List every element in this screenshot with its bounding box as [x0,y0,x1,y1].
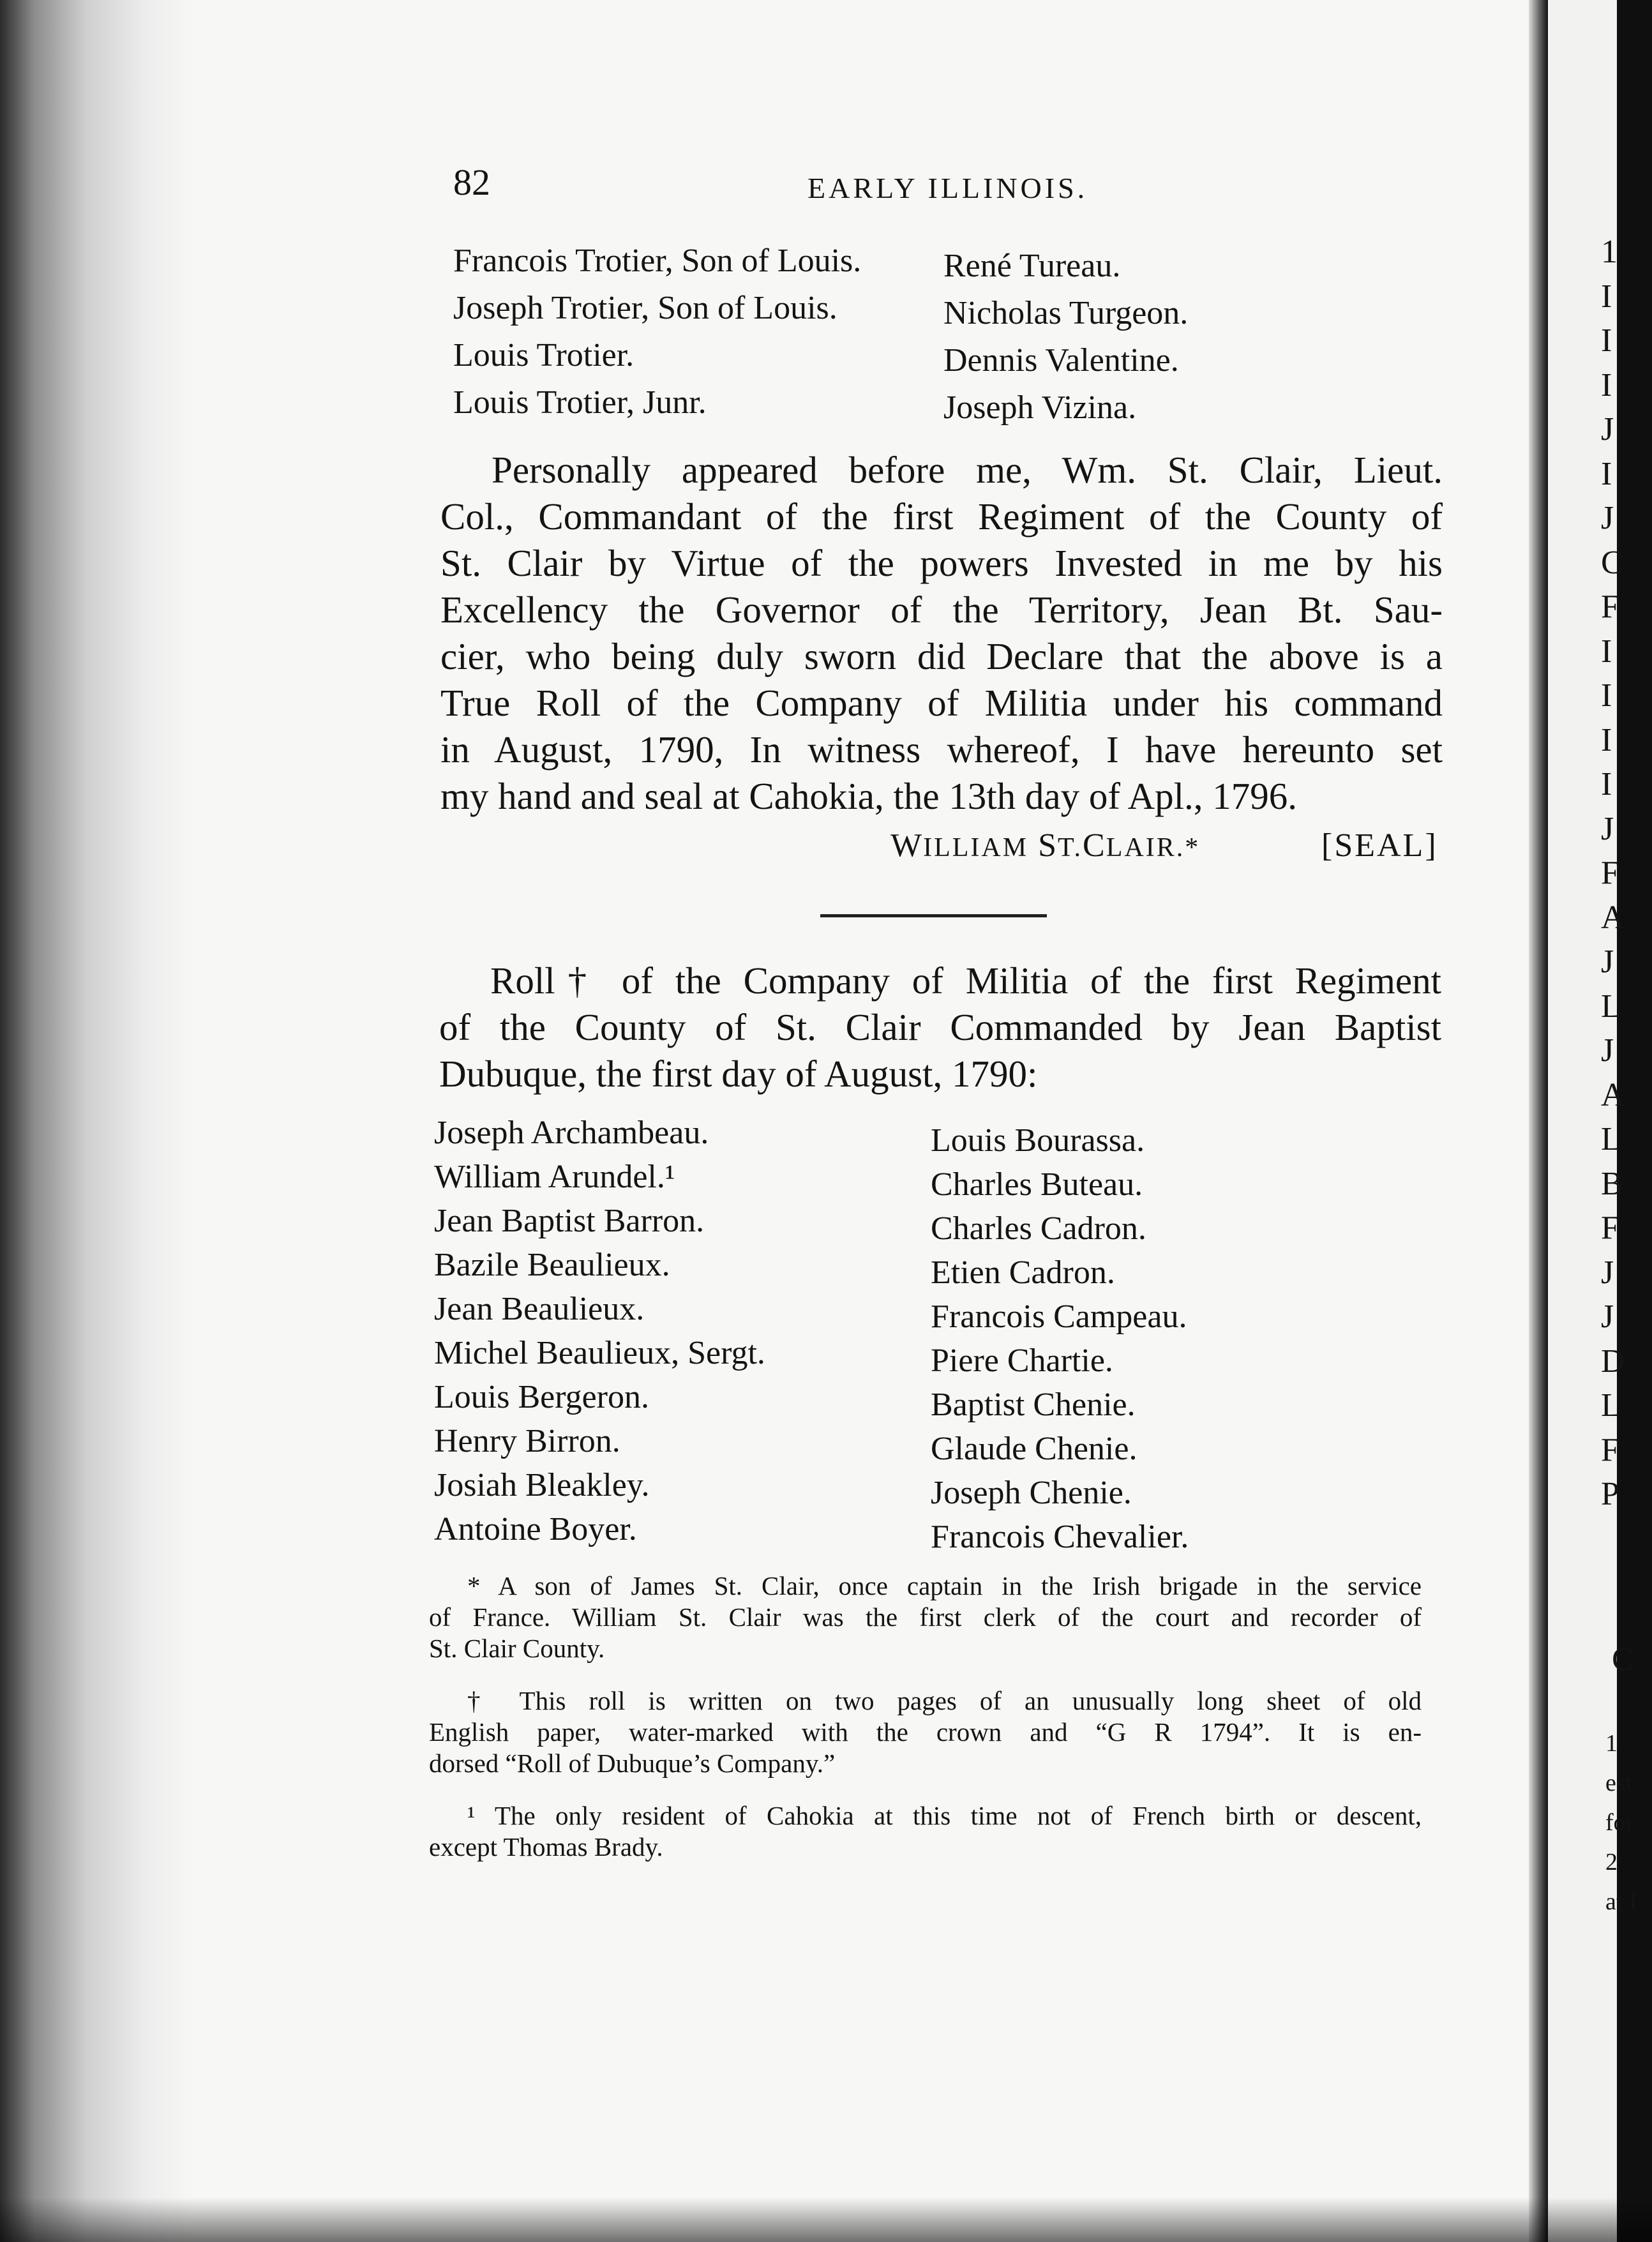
list-item: Josiah Bleakley. [434,1467,650,1503]
fragment-line: est [1605,1770,1633,1796]
signature: WILLIAM ST.CLAIR.* [890,827,1201,864]
fragment-letter: I [1601,633,1612,670]
running-head: EARLY ILLINOIS. [807,172,1088,204]
list-item: Francois Chevalier. [931,1519,1189,1555]
fragment-letter: J [1601,1254,1614,1291]
statement-line: True Roll of the Company of Militia under his command [440,682,1443,724]
facing-page-line-fragments [1605,1724,1637,1922]
footnote-star [429,1570,1422,1664]
fragment-letter: I [1601,322,1612,359]
statement-line: in August, 1790, In witness whereof, I have hereunto set [440,728,1443,771]
list-item: Louis Trotier, Junr. [453,384,707,421]
list-item: Francois Trotier, Son of Louis. [453,243,862,279]
list-item: Piere Chartie. [931,1343,1113,1379]
list-item: Nicholas Turgeon. [943,295,1189,331]
fragment-letter: P [1601,1476,1619,1512]
list-item: Jean Beaulieux. [434,1291,645,1327]
fragment-letter: I [1601,766,1612,802]
fragment-letter: C [1601,544,1623,581]
fragment-letter: I [1601,278,1612,315]
facing-page-text-fragment [1601,230,1625,1517]
list-item: Joseph Archambeau. [434,1115,709,1151]
section-divider [820,914,1047,917]
fragment-letter: F [1601,855,1619,891]
fragment-letter: B [1601,1165,1623,1202]
fragment-letter: J [1601,411,1614,448]
fragment-letter: 1 [1601,234,1618,270]
list-item: Glaude Chenie. [931,1431,1138,1467]
list-item: Louis Trotier. [453,337,635,373]
roll-continuation-left [453,237,861,426]
fragment-letter: D [1601,1343,1625,1380]
fragment-line: for [1605,1809,1634,1836]
fragment-letter: J [1601,1298,1614,1335]
list-item: Bazile Beaulieux. [434,1247,670,1283]
roll-continuation-right [943,243,1188,432]
fragment-letter: J [1601,810,1614,847]
intro-line: Dubuque, the first day of August, 1790: [439,1053,1038,1095]
statement-line: my hand and seal at Cahokia, the 13th day of Apl., 1796. [440,775,1297,817]
fragment-letter: I [1601,677,1612,714]
footnote-line: * A son of James St. Clair, once captain in the Irish brigade in the service [467,1571,1422,1600]
list-item: Joseph Chenie. [931,1475,1132,1511]
footnote-line: dorsed “Roll of Dubuque’s Company.” [429,1749,836,1778]
footnote-line: except Thomas Brady. [429,1832,663,1862]
fragment-letter: J [1601,500,1614,536]
fragment-letter: L [1601,1387,1621,1424]
statement-line: St. Clair by Virtue of the powers Invested in me by his [440,542,1443,584]
page-number: 82 [453,162,490,203]
fragment-letter: F [1601,1210,1619,1246]
footnote-line: ¹ The only resident of Cahokia at this time not of French birth or descent, [467,1801,1422,1830]
list-item: Jean Baptist Barron. [434,1203,705,1239]
list-item: Louis Bergeron. [434,1379,649,1415]
fragment-letter: A [1601,899,1625,936]
sworn-statement [440,447,1443,820]
statement-line: Personally appeared before me, Wm. St. Clair, Lieut. [492,449,1443,491]
footnote-dagger [429,1685,1422,1779]
fragment-letter: J [1601,944,1614,980]
fragment-letter: L [1601,1121,1621,1157]
fragment-letter: F [1601,589,1619,625]
footnote-line: English paper, water-marked with the crown and “G R 1794”. It is en- [429,1717,1422,1747]
fragment-letter: L [1601,988,1621,1025]
statement-line: cier, who being duly sworn did Declare that the above is a [440,635,1443,677]
list-item: Charles Cadron. [931,1210,1146,1247]
list-item: Baptist Chenie. [931,1387,1136,1423]
fragment-letter: A [1601,1076,1625,1113]
list-item: Joseph Trotier, Son of Louis. [453,290,837,326]
fragment-letter: I [1601,366,1612,403]
list-item: Antoine Boyer. [434,1511,637,1547]
fragment-line: at I [1605,1888,1637,1915]
book-spine [1529,0,1548,2242]
scan-bottom-shadow [0,2197,1652,2242]
fragment-letter: J [1601,1032,1614,1069]
fragment-letter: F [1601,1431,1619,1468]
list-item: William Arundel.¹ [434,1159,675,1195]
list-item: Michel Beaulieux, Sergt. [434,1335,765,1371]
page-gutter-shadow [0,0,191,2242]
list-item: Etien Cadron. [931,1254,1115,1291]
footnote-line: † This roll is written on two pages of an unusually long sheet of old [467,1686,1422,1715]
list-item: Louis Bourassa. [931,1122,1145,1159]
list-item: Charles Buteau. [931,1166,1143,1203]
list-item: René Tureau. [943,248,1121,284]
statement-line: Excellency the Governor of the Territory, Jean Bt. Sau- [440,589,1443,631]
fragment-line: 2 [1605,1849,1618,1876]
list-item: Dennis Valentine. [943,342,1179,379]
fragment-letter: I [1601,721,1612,758]
seal-mark: [SEAL] [1321,827,1438,864]
intro-line: of the County of St. Clair Commanded by Jean Baptist [439,1006,1441,1048]
footnote-line: of France. William St. Clair was the first clerk of the court and recorder of [429,1602,1422,1632]
fragment-line: 1 [1605,1730,1618,1757]
list-item: Joseph Vizina. [943,389,1137,426]
intro-line: Roll† of the Company of Militia of the first Regiment [490,959,1441,1002]
statement-line: Col., Commandant of the first Regiment of the County of [440,495,1443,538]
roll-list-right [931,1118,1189,1559]
roll-introduction [439,958,1441,1097]
list-item: Henry Birron. [434,1423,620,1459]
footnote-one [429,1800,1422,1863]
fragment-letter: I [1601,455,1612,492]
footnote-line: St. Clair County. [429,1634,605,1663]
list-item: Francois Campeau. [931,1298,1187,1335]
roll-list-left [434,1111,765,1551]
facing-page-heading-fragment: C [1612,1641,1634,1678]
